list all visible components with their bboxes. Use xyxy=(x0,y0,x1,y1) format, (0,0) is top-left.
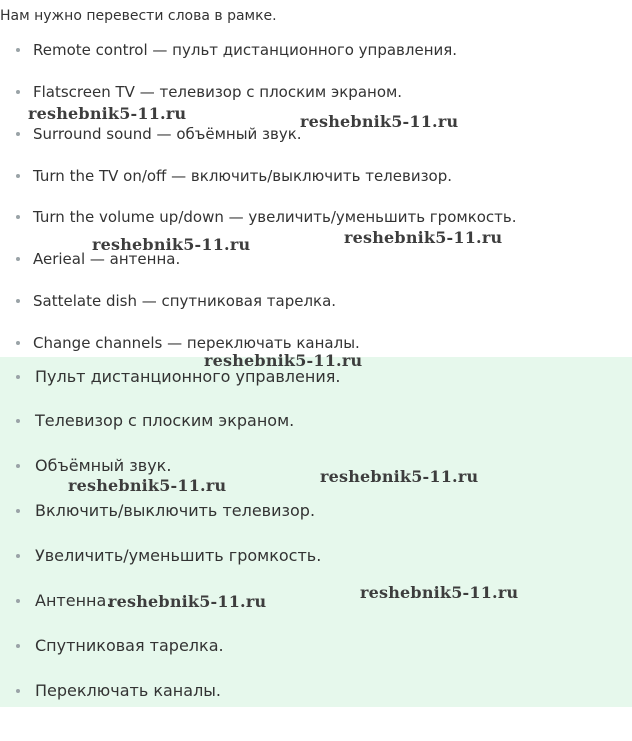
bullet-icon xyxy=(16,509,20,513)
bullet-icon xyxy=(16,299,20,303)
watermark: reshebnik5-11.ru xyxy=(204,351,363,370)
bullet-icon xyxy=(16,90,20,94)
bullet-icon xyxy=(16,375,20,379)
bullet-icon xyxy=(16,215,20,219)
watermark: reshebnik5-11.ru xyxy=(108,592,267,611)
list-item-text: Turn the volume up/down — увеличить/уменьшить громкость. xyxy=(33,208,517,226)
bullet-icon xyxy=(16,341,20,345)
list-item-text: Объёмный звук. xyxy=(35,456,172,475)
bullet-icon xyxy=(16,419,20,423)
watermark: reshebnik5-11.ru xyxy=(320,467,479,486)
bullet-icon xyxy=(16,689,20,693)
list-item-text: Flatscreen TV — телевизор с плоским экраном. xyxy=(33,83,403,101)
list-item-text: Спутниковая тарелка. xyxy=(35,636,224,655)
watermark: reshebnik5-11.ru xyxy=(68,476,227,495)
list-item-text: Включить/выключить телевизор. xyxy=(35,501,316,520)
list-item-text: Turn the TV on/off — включить/выключить телевизор. xyxy=(33,167,453,185)
bullet-icon xyxy=(16,644,20,648)
list-item-text: Переключать каналы. xyxy=(35,681,222,700)
watermark: reshebnik5-11.ru xyxy=(28,104,187,123)
list-item-text: Aerieal — антенна. xyxy=(33,250,181,268)
list-item-text: Антенна. xyxy=(35,591,112,610)
list-item-text: Sattelate dish — спутниковая тарелка. xyxy=(33,292,337,310)
bullet-icon xyxy=(16,599,20,603)
list-item-text: Пульт дистанционного управления. xyxy=(35,367,341,386)
watermark: reshebnik5-11.ru xyxy=(360,583,519,602)
list-item-text: Увеличить/уменьшить громкость. xyxy=(35,546,322,565)
intro-text: Нам нужно перевести слова в рамке. xyxy=(0,8,277,24)
list-item-text: Remote control — пульт дистанционного управления. xyxy=(33,41,458,59)
watermark: reshebnik5-11.ru xyxy=(344,228,503,247)
bullet-icon xyxy=(16,554,20,558)
watermark: reshebnik5-11.ru xyxy=(300,112,459,131)
list-item-text: Surround sound — объёмный звук. xyxy=(33,125,302,143)
bullet-icon xyxy=(16,257,20,261)
bullet-icon xyxy=(16,464,20,468)
bullet-icon xyxy=(16,132,20,136)
list-item-text: Телевизор с плоским экраном. xyxy=(35,411,295,430)
bullet-icon xyxy=(16,48,20,52)
watermark: reshebnik5-11.ru xyxy=(92,235,251,254)
list-item-text: Change channels — переключать каналы. xyxy=(33,334,360,352)
bullet-icon xyxy=(16,174,20,178)
answer-box xyxy=(0,357,632,707)
